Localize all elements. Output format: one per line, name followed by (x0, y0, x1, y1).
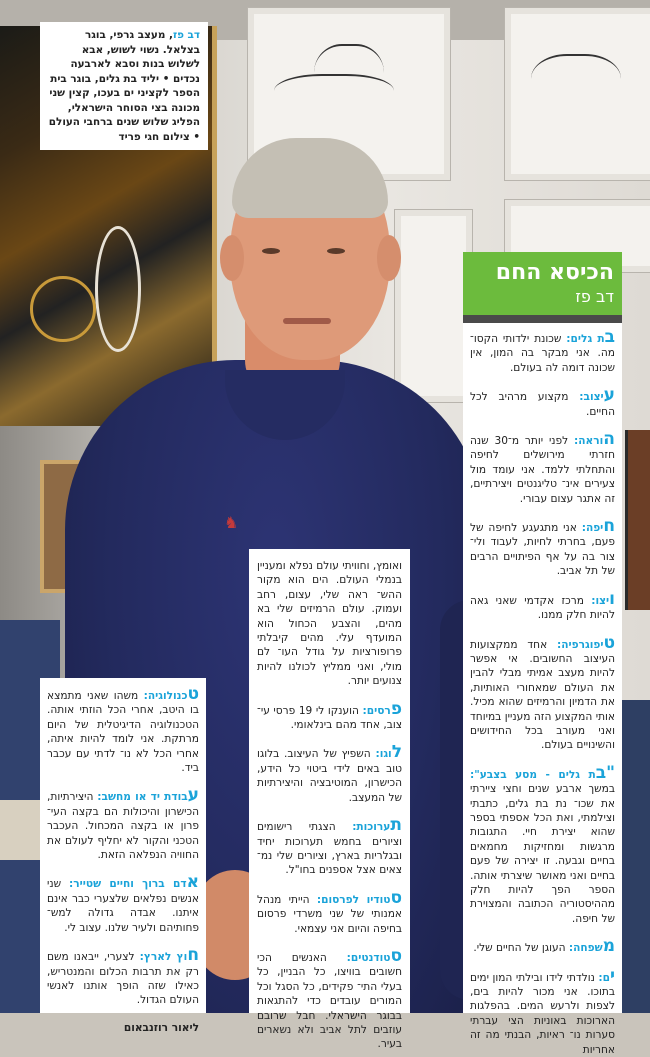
entry-term: שפחה: (568, 942, 603, 955)
sidebar-divider (463, 315, 622, 323)
entry-initial: "ב (595, 762, 615, 783)
entry-text: שני אנשים נפלאים שלצערי כבר אינם איתנו. אבדה גדולה למש־ פחותיהם ולעיר שלנו. עצוב לי. (47, 878, 199, 934)
middle-column (249, 549, 410, 1051)
ear (220, 235, 244, 281)
glossary-entry (470, 429, 615, 506)
entry-text: העוגן של החיים שלי. (473, 942, 569, 955)
entry-initial: ת (390, 815, 402, 836)
glossary-entry (47, 785, 199, 862)
entry-initial: ע (603, 385, 615, 406)
entry-term: ם: (598, 971, 610, 984)
sidebar-title: הכיסא החם (495, 260, 614, 285)
entry-text: נולדתי לידו ובילתי המון ימים בתוכו. אני מכור להיות בים, לצפות ולרעש המים. בהפלגות הארוכות באוניות הצי עברתי סערות נו־ ראיות, הבנתי מה זה אחריות (470, 971, 615, 1056)
entry-text: מרכז אקדמי שאני גאה להיות חלק ממנו. (470, 594, 615, 622)
glossary-entry (47, 872, 199, 935)
entry-initial: ו (609, 588, 615, 609)
entry-term: בודת יד או מחשב: (97, 791, 188, 804)
sidebar-body (463, 323, 622, 1057)
caption-name: דב פז (172, 29, 200, 41)
caption-text: , מעצב גרפי, בוגר בצלאל. נשוי לשוש, אבא לשלוש בנות וסבא לארבעה נכדים • יליד בת גלים, בוגר בית הספר לקציני ים בעכו, קצין שני מכונה בצי הסוחר הישראלי, הפליג שלוש שנים ברחבי העולם • צילום חגי פריד (48, 29, 200, 143)
continued-text: ואומץ, וחוויתי עולם נפלא ומעניין בנמלי העולם. הים הוא מקור ההש־ ראה שלי, עצום, רחב ועמוק. עולם הרמיזים שלי בא מהים, והצבע הכחול הוא המועדף עלי. מהים קיבלתי פרופורציות על גודל העו־ לם מולי, ואני ממליץ לכולנו להיות צנועים יותר. (257, 560, 402, 688)
entry-initial: ט (603, 632, 615, 653)
entry-initial: ס (390, 887, 402, 908)
painting-swirl (95, 226, 141, 352)
entry-term: וראה: (574, 435, 604, 448)
glossary-entry (470, 588, 615, 623)
glossary-entry (257, 815, 402, 878)
edge-painting (625, 430, 650, 610)
sketch-frame (395, 210, 472, 402)
entry-initial: ח (187, 945, 200, 966)
entry-text: הוענקו לי 19 פרסי עי־ צוב, אחד מהם בינלאומי. (257, 704, 402, 732)
mouth (283, 318, 331, 324)
entry-term: ת גלים - מסע בצבע": (470, 768, 596, 781)
sketch-stroke (531, 54, 621, 116)
glossary-entry (470, 762, 615, 926)
entry-text: שכונת ילדותי הקסו־ מה. אני מבקר בה המון, אין שכונה דומה לה בעולם. (470, 333, 615, 374)
sketch-stroke (314, 44, 384, 116)
entry-term: כנולוגיה: (143, 690, 188, 702)
glossary-sidebar (463, 252, 622, 1056)
author-byline: ליאור רוזנבאום (123, 1021, 199, 1034)
glossary-entry (470, 327, 615, 375)
entry-term: יפוגרפיה: (557, 638, 604, 651)
entry-initial: ב (604, 327, 615, 347)
glossary-entry (257, 945, 402, 1052)
entry-term: וגו: (375, 748, 392, 761)
entry-initial: ח (603, 516, 615, 537)
glossary-entry (257, 742, 402, 805)
entry-text: לצערי, ייבאנו משם רק את תרבות הכלום והמנטריש, כאילו שזה הופך אותנו לאנשי העולם הגדול. (47, 951, 199, 1007)
entry-text: אחד ממקצועות העיצוב החשובים. אי אפשר להיות מעצב אמיתי מבלי להבין את העולם שמאחורי האותיות, את הדמיון והרמיזים שהוא מכיל. אותי המקצוע הזה מעניין במיוחד ואני מעורב בכל החידושים והשינויים בעולם. (470, 638, 615, 752)
eye (327, 248, 345, 254)
entry-initial: י (609, 965, 615, 986)
entry-text: הצגתי רישומים וציורים בחמש תערוכות יחיד ובגלריות בארץ, וציורים שלי נמ־ צאים אצל אספנים בחו"ל. (257, 821, 402, 877)
shirt-logo-icon: ♞ (224, 513, 239, 532)
entry-initial: ל (391, 742, 402, 763)
entry-term: דם ברוך וחיים שטייר: (69, 878, 187, 891)
entry-term: ת גלים: (566, 333, 605, 345)
entry-term: יצוב: (579, 391, 604, 404)
entry-initial: מ (602, 936, 615, 957)
painting-swirl (30, 276, 96, 342)
entry-text: האנשים הכי חשובים בוויצו, כל הבניין, כל בעלי התי־ פקידים, כל הסגל וכל המורים עובדים כדי להתגאות בבוגר הישראלי. חבל שרובם עוזבים לתל אביב ולא נשארים בעיר. (257, 951, 402, 1051)
entry-term: טודיו לפרסום: (316, 893, 391, 906)
glossary-entry (470, 516, 615, 579)
entry-initial: פ (390, 698, 402, 719)
entry-initial: א (186, 872, 199, 893)
entry-term: טודנטים: (346, 951, 391, 964)
ear (377, 235, 401, 281)
eye (262, 248, 280, 254)
entry-text: משהו שאני מתמצא בו היטב, אחרי הכל הוזתי אותה. הטכנולוגיה הדיגיטלית של היום מרתקת. אני לומד להיות איתה, אחרי הכל לא נו־ לדתי עם עכבר ביד. (47, 690, 199, 775)
entry-initial: ה (603, 429, 615, 450)
glossary-entry (257, 887, 402, 936)
sidebar-subtitle: דב פז (575, 287, 614, 306)
glossary-entry (470, 965, 615, 1057)
entry-initial: ע (187, 785, 199, 806)
entry-text: לפני יותר מ־30 שנה חזרתי מירושלים לחיפה והתחלתי ללמד. אני עומד מול צעירים אינ־ טליגנטים ויצירתיים, זה אתגר עצום עבורי. (470, 435, 615, 505)
entry-text: אני מתגעגע לחיפה של פעם, בחרתי לחיות, לעבוד ולי־ צור בה על אף הפיתויים הרבים של תל אביב. (470, 522, 615, 578)
glossary-entry (470, 936, 615, 957)
sketch-frame (505, 8, 650, 180)
entry-term: יפה: (581, 522, 604, 535)
sidebar-header (463, 252, 622, 315)
glossary-entry (257, 698, 402, 733)
glossary-entry (470, 385, 615, 419)
photo-caption (40, 22, 208, 150)
entry-text: היצירתיות, הכישרון והיכולות הם בקצה העי־ פרון או בקצה המכחול. העכבר הטכני והקור לא יחליף לעולם את החוויה הנפלאה הזאת. (47, 791, 199, 862)
entry-text: במשך ארבע שנים וחצי ציירתי את שכו־ נת בת גלים, כתבתי וצילמתי, ואת הכל אספתי בספר שהוא יצירת חיי. התגובות מרגשות ומחזיקות מחמאים בחיים וגבעה. זו יצירה של פעם בחיים ואני מאושר שיצרתי אותה. הספר הפך להיות חלק מההיסטוריה הכתובה והמצוירת של חיפה. (470, 783, 615, 925)
caption-paragraph (48, 28, 200, 144)
entry-text: השפיץ של העיצוב. בלוגו טוב באים לידי ביטוי כל הידע, הכישרון, המוטיבציה והיצירתיות של המעצב. (257, 748, 402, 804)
glossary-entry (47, 945, 200, 1008)
entry-initial: ט (187, 684, 199, 704)
entry-term: וץ לארץ: (139, 951, 188, 964)
entry-text: מקצוע מרהיב לכל החיים. (470, 391, 615, 418)
entry-initial: ס (390, 945, 402, 966)
entry-text: הייתי מנהל אמנותי של שני משרדי פרסום בחיפה והיום אני עצמאי. (257, 893, 402, 935)
entry-term: יצו: (591, 594, 610, 607)
entry-term: רסים: (362, 704, 391, 717)
left-column (40, 678, 206, 1034)
glossary-entry (470, 632, 615, 753)
glossary-entry (47, 684, 199, 775)
entry-term: ערוכות: (352, 821, 391, 834)
